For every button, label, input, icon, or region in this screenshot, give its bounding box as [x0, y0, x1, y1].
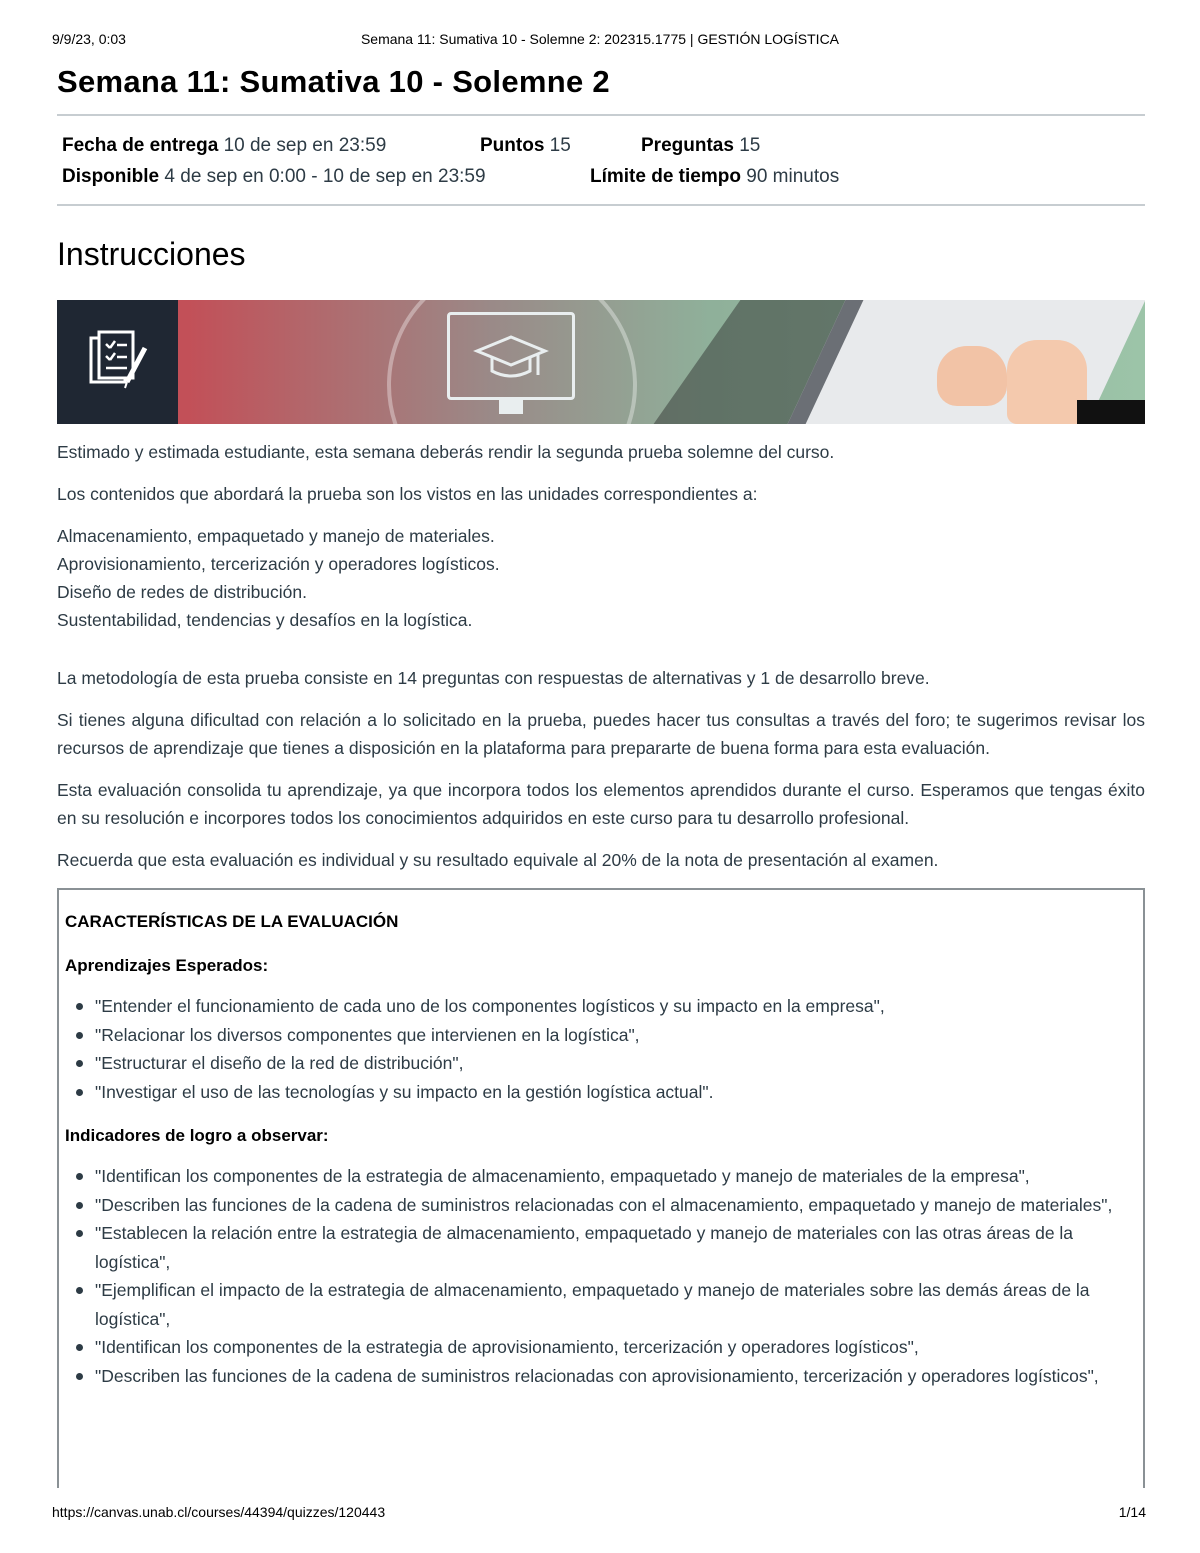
banner-dark-panel — [57, 300, 178, 424]
list-item: "Relacionar los diversos componentes que intervienen en la logística", — [65, 1021, 1137, 1050]
instructions-paragraph: Esta evaluación consolida tu aprendizaje, ya que incorpora todos los elementos aprendidos durante el curso. Esperamos que tengas éxito en su resolución e incorpores todos los conocimientos adquiridos en este curso para tu desarrollo profesional. — [57, 780, 1145, 828]
topic-item: Almacenamiento, empaquetado y manejo de materiales. — [57, 526, 495, 546]
list-item: "Ejemplifican el impacto de la estrategia de almacenamiento, empaquetado y manejo de materiales sobre las demás áreas de la logística", — [65, 1276, 1137, 1333]
list-item: "Establecen la relación entre la estrategia de almacenamiento, empaquetado y manejo de materiales con las otras áreas de la logística", — [65, 1219, 1137, 1276]
bullet-icon — [76, 1032, 83, 1039]
instructions-banner-image — [57, 300, 1145, 424]
instructions-paragraph: Recuerda que esta evaluación es individual y su resultado equivale al 20% de la nota de presentación al examen. — [57, 850, 939, 870]
page-url[interactable]: https://canvas.unab.cl/courses/44394/quizzes/120443 — [52, 1504, 386, 1520]
print-date: 9/9/23, 0:03 — [52, 31, 126, 47]
questions-count: Preguntas 15 — [641, 135, 761, 156]
quiz-content — [57, 62, 1145, 1488]
bullet-icon — [76, 1287, 83, 1294]
list-item: "Identifican los componentes de la estrategia de aprovisionamiento, tercerización y operadores logísticos", — [65, 1333, 1137, 1362]
divider — [57, 204, 1145, 206]
characteristics-heading: CARACTERÍSTICAS DE LA EVALUACIÓN — [65, 912, 399, 931]
list-item: "Entender el funcionamiento de cada uno de los componentes logísticos y su impacto en la empresa", — [65, 992, 1137, 1021]
list-item: "Describen las funciones de la cadena de suministros relacionadas con aprovisionamiento, tercerización y operadores logísticos", — [65, 1362, 1137, 1391]
bullet-icon — [76, 1373, 83, 1380]
topics-list — [57, 522, 1145, 634]
due-date: Fecha de entrega 10 de sep en 23:59 — [62, 135, 387, 156]
instructions-paragraph: Los contenidos que abordará la prueba son los vistos en las unidades correspondientes a: — [57, 484, 758, 504]
time-limit: Límite de tiempo 90 minutos — [590, 166, 840, 187]
list-item: "Identifican los componentes de la estrategia de almacenamiento, empaquetado y manejo de materiales de la empresa", — [65, 1162, 1137, 1191]
topic-item: Diseño de redes de distribución. — [57, 582, 308, 602]
evaluation-characteristics-box — [57, 888, 1145, 1488]
instructions-paragraph: Si tienes alguna dificultad con relación a lo solicitado en la prueba, puedes hacer tus consultas a través del foro; te sugerimos revisar los recursos de aprendizaje que tienes a disposición en la plataforma para prepararte de buena forma para esta evaluación. — [57, 710, 1145, 758]
checklist-pencil-icon — [57, 300, 178, 424]
availability: Disponible 4 de sep en 0:00 - 10 de sep en 23:59 — [62, 166, 486, 187]
topic-item: Aprovisionamiento, tercerización y operadores logísticos. — [57, 554, 500, 574]
quiz-meta — [57, 116, 1145, 202]
page-title: Semana 11: Sumativa 10 - Solemne 2 — [57, 64, 610, 99]
expected-learning-list — [65, 992, 1137, 1106]
instructions-paragraph: La metodología de esta prueba consiste en 14 preguntas con respuestas de alternativas y 1 de desarrollo breve. — [57, 668, 930, 688]
indicators-heading: Indicadores de logro a observar: — [65, 1126, 329, 1145]
list-item: "Estructurar el diseño de la red de distribución", — [65, 1049, 1137, 1078]
instructions-paragraph: Estimado y estimada estudiante, esta semana deberás rendir la segunda prueba solemne del curso. — [57, 442, 835, 462]
bullet-icon — [76, 1173, 83, 1180]
bullet-icon — [76, 1344, 83, 1351]
bullet-icon — [76, 1060, 83, 1067]
list-item: "Investigar el uso de las tecnologías y su impacto en la gestión logística actual". — [65, 1078, 1137, 1107]
topic-item: Sustentabilidad, tendencias y desafíos en la logística. — [57, 610, 473, 630]
expected-learning-heading: Aprendizajes Esperados: — [65, 956, 269, 975]
bullet-icon — [76, 1202, 83, 1209]
bullet-icon — [76, 1230, 83, 1237]
list-item: "Describen las funciones de la cadena de suministros relacionadas con el almacenamiento, empaquetado y manejo de materiales", — [65, 1191, 1137, 1220]
print-title: Semana 11: Sumativa 10 - Solemne 2: 202315.1775 | GESTIÓN LOGÍSTICA — [360, 31, 840, 47]
print-header — [0, 0, 1200, 60]
indicators-list — [65, 1162, 1137, 1390]
bullet-icon — [76, 1003, 83, 1010]
graduation-monitor-icon — [447, 312, 575, 400]
points: Puntos 15 — [480, 135, 571, 156]
page-number: 1/14 — [1118, 1504, 1146, 1520]
instructions-heading: Instrucciones — [57, 236, 246, 272]
bullet-icon — [76, 1089, 83, 1096]
